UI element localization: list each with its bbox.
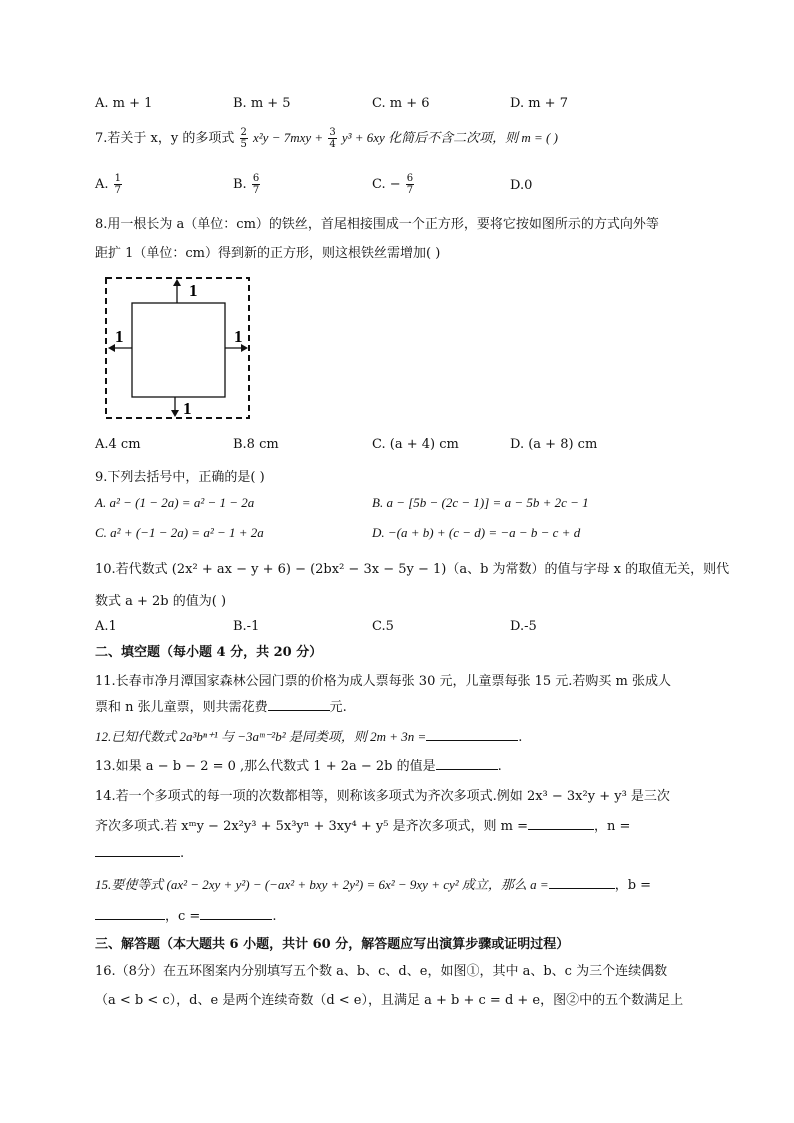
- q15-line-1: 15.要使等式 (ax² − 2xy + y²) − (−ax² + bxy + 2y²) = 6x² − 9xy + cy² 成立，那么 a = ，b =: [95, 877, 652, 893]
- q6-option-c: C. m + 6: [372, 96, 430, 111]
- q14-blank-m[interactable]: [528, 817, 594, 830]
- q10-line-2: 数式 a + 2b 的值为( ): [95, 594, 227, 609]
- q8-option-b: B.8 cm: [233, 437, 279, 452]
- q10-option-d: D.-5: [510, 619, 537, 634]
- q9-option-d: D. −(a + b) + (c − d) = −a − b − c + d: [372, 525, 581, 540]
- label-left: 1: [115, 327, 124, 346]
- q6-option-a: A. m + 1: [95, 96, 153, 111]
- q8-line-1: 8.用一根长为 a（单位：cm）的铁丝，首尾相接围成一个正方形，要将它按如图所示的方式向外等: [95, 217, 659, 232]
- q10-line-1: 10.若代数式 (2x² + ax − y + 6) − (2bx² − 3x − 5y − 1)（a、b 为常数）的值与字母 x 的取值无关，则代: [95, 562, 730, 577]
- q7-option-b: B. $\frac{6}{7}$: [233, 173, 260, 196]
- q15-blank-a[interactable]: [549, 876, 615, 889]
- q14-line-1: 14.若一个多项式的每一项的次数都相等，则称该多项式为齐次多项式.例如 2x³ − 3x²y + y³ 是三次: [95, 789, 670, 804]
- q6-option-b: B. m + 5: [233, 96, 291, 111]
- q15-line-2: ，c = .: [95, 905, 276, 924]
- section-2-heading: 二、填空题（每小题 4 分，共 20 分）: [95, 645, 323, 660]
- section-3-heading: 三、解答题（本大题共 6 小题，共计 60 分，解答题应写出演算步骤或证明过程）: [95, 937, 570, 952]
- label-bottom: 1: [183, 399, 192, 418]
- q16-line-1: 16.（8分）在五环图案内分别填写五个数 a、b、c、d、e，如图①，其中 a、b、c 为三个连续偶数: [95, 964, 668, 979]
- q7-option-c: C. − $\frac{6}{7}$: [372, 173, 414, 196]
- label-right: 1: [234, 327, 243, 346]
- q14-line-2: 齐次多项式.若 xᵐy − 2x²y³ + 5x³yⁿ + 3xy⁴ + y⁵ 是齐次多项式，则 m = ，n =: [95, 819, 631, 834]
- q8-option-a: A.4 cm: [95, 437, 141, 452]
- q6-option-d: D. m + 7: [510, 96, 568, 111]
- q15-blank-c[interactable]: [200, 907, 272, 920]
- q13: 13.如果 a − b − 2 = 0 ,那么代数式 1 + 2a − 2b 的值是 .: [95, 759, 502, 774]
- q8-option-c: C. (a + 4) cm: [372, 437, 459, 452]
- q8-option-d: D. (a + 8) cm: [510, 437, 598, 452]
- q7-prefix: 7.若关于 x，y 的多项式: [95, 131, 235, 146]
- q9-option-b: B. a − [5b − (2c − 1)] = a − 5b + 2c − 1: [372, 495, 589, 510]
- q12-blank[interactable]: [426, 728, 518, 741]
- q7-fraction-2: $\frac{3}{4}$: [329, 127, 336, 150]
- square-expansion-figure: [103, 272, 253, 422]
- q16-line-2: （a < b < c），d、e 是两个连续奇数（d < e），且满足 a + b + c = d + e，图②中的五个数满足上: [95, 993, 684, 1008]
- q14-blank-n[interactable]: [95, 844, 180, 857]
- q11-line-2: 票和 n 张儿童票，则共需花费 元.: [95, 700, 347, 715]
- q9-option-a: A. a² − (1 − 2a) = a² − 1 − 2a: [95, 495, 255, 510]
- q11-line-1: 11.长春市净月潭国家森林公园门票的价格为成人票每张 30 元，儿童票每张 15 元.若购买 m 张成人: [95, 674, 672, 689]
- q8-line-2: 距扩 1（单位：cm）得到新的正方形，则这根铁丝需增加( ): [95, 246, 441, 261]
- q10-option-a: A.1: [95, 619, 117, 634]
- q10-option-b: B.-1: [233, 619, 260, 634]
- label-top: 1: [189, 281, 198, 300]
- q13-blank[interactable]: [436, 757, 498, 770]
- q14-line-3: .: [95, 844, 184, 861]
- q7-stem: 7.若关于 x，y 的多项式 $\frac{2}{5}$ x²y − 7mxy + $\frac{3}{4}$ y³ + 6xy 化简后不含二次项，则 m = ( ): [95, 127, 558, 150]
- bottom-arrowhead: [171, 410, 179, 417]
- top-arrowhead: [173, 279, 181, 286]
- q12: 12.已知代数式 2a³bⁿ⁺¹ 与 −3aᵐ⁻²b² 是同类项，则 2m + 3n = .: [95, 729, 523, 745]
- q7-option-a: A. $\frac{1}{7}$: [95, 173, 122, 196]
- q7-fraction-1: $\frac{2}{5}$: [240, 127, 247, 150]
- q9-option-c: C. a² + (−1 − 2a) = a² − 1 + 2a: [95, 525, 264, 540]
- left-arrowhead: [108, 344, 115, 352]
- q9-stem: 9.下列去括号中，正确的是( ): [95, 470, 265, 485]
- q10-option-c: C.5: [372, 619, 394, 634]
- q11-blank[interactable]: [268, 698, 330, 711]
- q7-option-d: D.0: [510, 178, 533, 193]
- inner-square: [132, 303, 225, 397]
- q15-blank-b[interactable]: [95, 907, 165, 920]
